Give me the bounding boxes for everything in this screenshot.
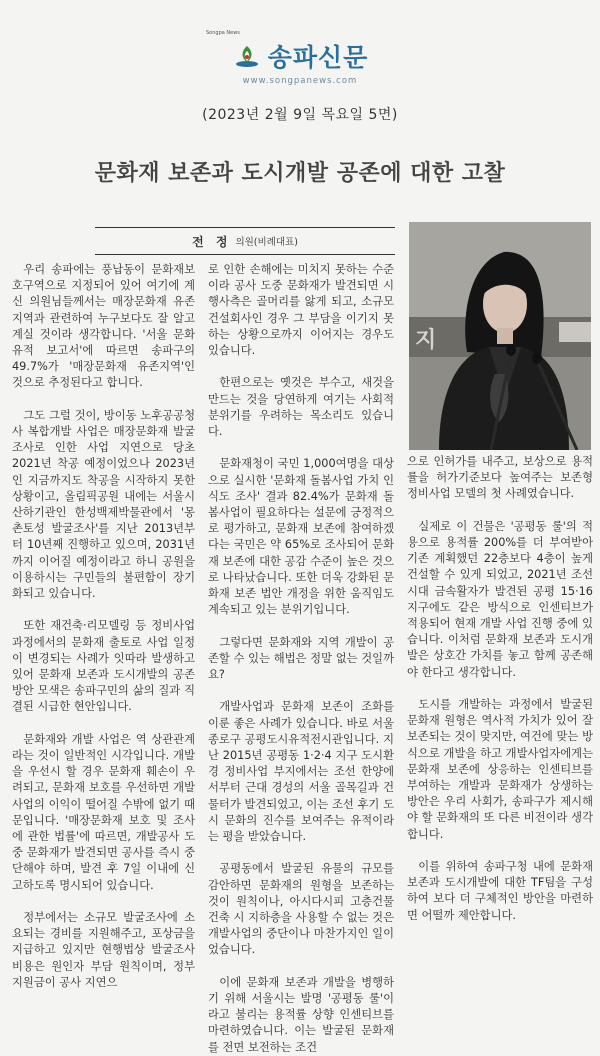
article-title: 문화재 보존과 도시개발 공존에 대한 고찰 bbox=[94, 160, 506, 186]
paragraph: 또한 재건축·리모델링 등 정비사업 과정에서의 문화재 출토로 사업 일정이 변경되는 사례가 잇따라 발생하고 있어 문화재 보존과 도시개발의 공존 방안 모색은 송파구민의 삶의 질과 직결된 시급한 현안입니다. bbox=[12, 619, 195, 714]
paragraph: 공평동에서 발굴된 유물의 규모를 감안하면 문화재의 원형을 보존하는 것이 원칙이나, 아시다시피 고층건물 건축 시 지하층을 사용할 수 없는 것은 개발사업의 중단이나 마찬가지인 일이었습니다. bbox=[208, 862, 394, 957]
logo bbox=[0, 38, 600, 74]
newspaper-name: 송파신문 bbox=[267, 43, 369, 72]
paragraph: 문화재청이 국민 1,000여명을 대상으로 실시한 '문화재 돌봄사업 가치 인식도 조사' 결과 82.4%가 문화재 돌봄사업이 필요하다는 설문에 긍정적으로 평가하고, 문화재 보존에 참여하겠다는 국민은 약 65%로 조사되어 문화재 보존에 대한 공감 수준이 높은 것으로 나타났습니다. 또한 더욱 강화된 문화재 보존 법안 개정을 위한 움직임도 계속되고 있는 분위기입니다. bbox=[208, 457, 394, 617]
paragraph: 도시를 개발하는 과정에서 발굴된 문화재 원형은 역사적 가치가 있어 잘 보존되는 것이 맞지만, 여건에 맞는 방식으로 개발을 하고 개발사업자에게는 문화재 보존에 상응하는 인센티브를 부여하는 개발과 문화재가 상생하는 방안은 우리 사회가, 송파구가 제시해야 할 문화재의 또 다른 비전이라 생각합니다. bbox=[407, 698, 593, 841]
author-name: 전 정 bbox=[192, 234, 232, 249]
paragraph: 그렇다면 문화재와 지역 개발이 공존할 수 있는 해법은 정말 없는 것일까요? bbox=[208, 635, 394, 682]
paragraph: 문화재와 개발 사업은 역 상관관계라는 것이 일반적인 시각입니다. 개발을 우선시 할 경우 문화재 훼손이 우려되고, 문화재 보호를 우선하면 개발 사업의 이익이 떨어질 수밖에 없기 때문입니다. '매장문화재 보호 및 조사에 관한 법률'에 따르면, 개발공사 도중 문화재가 발견되면 공사를 즉시 중단해야 하며, 발견 후 7일 이내에 신고하도록 명시되어 있습니다. bbox=[12, 732, 195, 892]
paragraph: 이를 위하여 송파구청 내에 문화재 보존과 도시개발에 대한 TF팀을 구성하여 보다 더 구체적인 방안을 마련하면 어떨까 제안합니다. bbox=[407, 860, 593, 922]
article-column-3 bbox=[407, 454, 593, 924]
paragraph: 이에 문화재 보존과 개발을 병행하기 위해 서울시는 발명 '공평동 룰'이라고 불리는 용적률 상향 인센티브를 마련하였습니다. 이는 발굴된 문화재를 전면 보전하는 조건 bbox=[208, 975, 394, 1054]
publication-date: (2023년 2월 9일 목요일 5면) bbox=[202, 107, 398, 123]
author-photo bbox=[409, 222, 591, 450]
masthead bbox=[0, 38, 600, 86]
article-column-1 bbox=[12, 262, 195, 991]
website-url: www.songpanews.com bbox=[242, 76, 358, 86]
svg-text:지: 지 bbox=[415, 328, 437, 353]
article-column-2 bbox=[208, 262, 394, 1056]
paragraph: 한편으로는 옛것은 부수고, 새것을 만드는 것을 당연하게 여기는 사회적 분위기를 우려하는 목소리도 있습니다. bbox=[208, 376, 394, 439]
byline bbox=[95, 227, 395, 255]
paragraph: 개발사업과 문화재 보존이 조화를 이룬 좋은 사례가 있습니다. 바로 서울 종로구 공평도시유적전시관입니다. 지난 2015년 공평동 1·2·4 지구 도시환경 정비사업 부지에서는 조선 한양에서부터 근대 경성의 서울 골목길과 건물터가 발견되었고, 이는 조선 후기 도시 문화의 진수를 보여주는 유적이라는 평을 받았습니다. bbox=[208, 700, 394, 844]
paragraph: 정부에서는 소규모 발굴조사에 소요되는 경비를 지원해주고, 포상금을 지급하고 있지만 현행법상 발굴조사비용은 원인자 부담 원칙이며, 정부 지원금이 공사 지연으 bbox=[12, 911, 195, 989]
author-role: 의원(비례대표) bbox=[235, 237, 298, 248]
paragraph: 로 인한 손해에는 미치지 못하는 수준이라 공사 도중 문화재가 발견되면 시행사측은 골머리를 앓게 되고, 소규모 건설회사인 경우 그 부담을 이기지 못하는 상황으로까지 이어지는 경우도 있습니다. bbox=[208, 263, 394, 358]
paragraph: 그도 그럴 것이, 방이동 노후공공청사 복합개발 사업은 매장문화재 발굴조사로 인한 사업 지연으로 당초 2021년 착공 예정이었으나 2023년인 지금까지도 착공을 시작하지 못한 상황이고, 올림픽공원 내에는 서울시 산하기관인 한성백제박물관에서 '몽촌토성 발굴조사'를 지난 2013년부터 10년째 진행하고 있으며, 2031년까지 이어질 예정이라고 하니 공원을 이용하시는 구민들의 불편함이 장기화되고 있습니다. bbox=[12, 408, 195, 601]
paragraph: 으로 인허가를 내주고, 보상으로 용적률을 허가기준보다 높여주는 보존형 정비사업 모델의 첫 사례였습니다. bbox=[407, 455, 593, 501]
songpa-logo-icon bbox=[232, 43, 262, 69]
paragraph: 우리 송파에는 풍납동이 문화재보호구역으로 지정되어 있어 여기에 계신 의원님들께서는 매장문화재 유존지역과 관련하여 누구보다도 잘 알고 계실 것이라 생각합니다. '서울 문화유적 보고서'에 따르면 송파구의 49.7%가 '매장문화재 유존지역'인 것으로 추정된다고 합니다. bbox=[12, 263, 195, 390]
logo-subtitle: Songpa News bbox=[206, 30, 240, 36]
paragraph: 실제로 이 건물은 '공평동 룰'의 적용으로 용적률 200%를 더 부여받아 기존 계획했던 22층보다 4층이 높게 건설할 수 있게 되었고, 2021년 조선시대 금속활자가 발견된 공평 15·16지구에도 같은 방식으로 인센티브가 적용되어 현재 개발 사업 진행 중에 있습니다. 이처럼 문화재 보존과 도시개발은 상호간 가치를 놓고 함께 공존해야 한다고 생각합니다. bbox=[407, 519, 593, 679]
